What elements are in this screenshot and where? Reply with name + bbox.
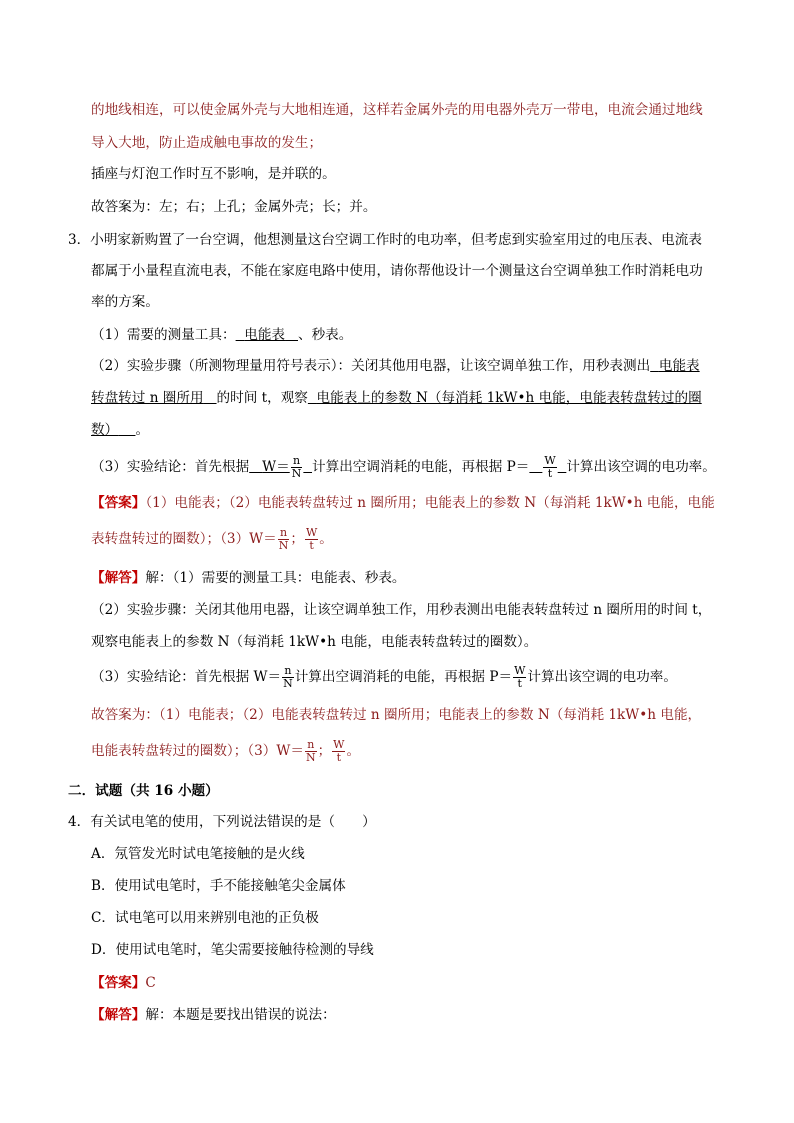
q3-solution — [91, 568, 406, 588]
option-a: A．氖管发光时试电笔接触的是火线 — [91, 846, 305, 862]
q3-solution-line4 — [91, 664, 677, 690]
solution-text: 计算出该空调的电功率。 — [527, 669, 677, 685]
q3-part1 — [91, 325, 352, 345]
punct: 。 — [135, 422, 150, 438]
q3-part3-prefix: （3）实验结论：首先根据 — [91, 459, 250, 475]
fraction-W-over-t: $\frac{W}{t}$ — [514, 664, 526, 690]
answer-text: （1）电能表；（2）电能表转盘转过 n 圈所用；电能表上的参数 N（每消耗 1kW•h 电能，电能 — [145, 495, 715, 511]
q4-answer — [91, 973, 156, 993]
paragraph-line: 的地线相连，可以使金属外壳与大地相连通，这样若金属外壳的用电器外壳万一带电，电流会通过地线 — [91, 102, 703, 118]
final-answer: 故答案为：（1）电能表；（2）电能表转盘转过 n 圈所用；电能表上的参数 N（每消耗 1kW•h 电能， — [91, 707, 702, 723]
solution-text: 解：（1）需要的测量工具：电能表、秒表。 — [145, 570, 406, 586]
solution-text: 观察电能表上的参数 N（每消耗 1kW•h 电能，电能表转盘转过的圈数）。 — [91, 634, 538, 650]
q3-part2-line3 — [91, 420, 149, 440]
answer-blank-formula: W＝ $\frac{n}{N}$ — [262, 454, 302, 480]
fraction-W-over-t: $\frac{W}{t}$ — [305, 526, 318, 552]
solution-tag: 【解答】 — [91, 1007, 146, 1023]
paragraph-line: 插座与灯泡工作时互不影响，是并联的。 — [91, 166, 336, 182]
punct: ； — [290, 531, 304, 547]
answer-blank: 数） — [91, 422, 119, 438]
answer-tag: 【答案】 — [91, 975, 146, 991]
paragraph-line: 故答案为：左；右；上孔；金属外壳；长；并。 — [91, 199, 377, 215]
fraction-n-over-N: $\frac{n}{N}$ — [283, 664, 293, 690]
fraction-n-over-N: $\frac{n}{N}$ — [278, 526, 289, 552]
q3-part2-line2 — [91, 388, 702, 408]
option-b: B．使用试电笔时，手不能接触笔尖金属体 — [91, 878, 346, 894]
q3-part1-prefix: （1）需要的测量工具： — [91, 327, 236, 343]
answer-text: 表转盘转过的圈数）；（3）W＝ — [91, 531, 277, 547]
q3-part3-end: 计算出该空调的电功率。 — [566, 459, 716, 475]
q3-part1-suffix: 、秒表。 — [298, 327, 353, 343]
question-3-stem: 率的方案。 — [91, 294, 159, 310]
answer-blank-formula — [529, 454, 566, 480]
answer-blank: 转盘转过 n 圈所用 — [91, 390, 204, 406]
fraction-W-over-t: $\frac{W}{t}$ — [544, 454, 556, 480]
q3-part2-mid: 的时间 t，观察 — [216, 390, 308, 406]
punct: 。 — [319, 531, 333, 547]
fraction-W-over-t: $\frac{W}{t}$ — [333, 738, 345, 764]
solution-text: 解：本题是要找出错误的说法： — [145, 1007, 336, 1023]
option-d: D．使用试电笔时，笔尖需要接触待检测的导线 — [91, 942, 374, 958]
answer-text: C — [145, 975, 156, 991]
question-4-stem: 4．有关试电笔的使用，下列说法错误的是（ ） — [68, 814, 376, 830]
fraction-n-over-N: $\frac{n}{N}$ — [305, 738, 316, 764]
question-3-stem: 3．小明家新购置了一台空调，他想测量这台空调工作时的电功率，但考虑到实验室用过的电压表、电流表 — [68, 232, 702, 248]
solution-text: （3）实验结论：首先根据 W＝ — [91, 669, 282, 685]
final-answer-line2 — [91, 738, 360, 764]
option-c: C．试电笔可以用来辨别电池的正负极 — [91, 910, 319, 926]
answer-tag: 【答案】 — [91, 495, 146, 511]
punct: 。 — [346, 743, 361, 759]
q3-answer — [91, 493, 715, 513]
q3-part3-mid: 计算出空调消耗的电能，再根据 P＝ — [312, 459, 530, 475]
final-answer-text: 电能表转盘转过的圈数）；（3）W＝ — [91, 743, 304, 759]
q3-answer-line2 — [91, 526, 333, 552]
answer-blank: 电能表上的参数 N（每消耗 1kW•h 电能，电能表转盘转过的圈 — [316, 390, 702, 406]
q4-solution — [91, 1005, 336, 1025]
answer-blank: 电能表 — [244, 327, 286, 343]
q3-part3 — [91, 454, 716, 480]
answer-blank: 电能表 — [658, 358, 700, 374]
solution-text: （2）实验步骤：关闭其他用电器，让该空调单独工作，用秒表测出电能表转盘转过 n 圈所用的时间 t， — [91, 602, 712, 618]
paragraph-line: 导入大地，防止造成触电事故的发生； — [91, 135, 323, 151]
solution-tag: 【解答】 — [91, 570, 146, 586]
section-heading: 二．试题（共 16 小题） — [68, 783, 219, 799]
q3-part2 — [91, 356, 700, 376]
punct: ； — [317, 743, 332, 759]
q3-part2-prefix: （2）实验步骤（所测物理量用符号表示）：关闭其他用电器，让该空调单独工作，用秒表测出 — [91, 358, 651, 374]
solution-text: 计算出空调消耗的电能，再根据 P＝ — [294, 669, 513, 685]
fraction-n-over-N: $\frac{n}{N}$ — [291, 454, 302, 480]
question-3-stem: 都属于小量程直流电表，不能在家庭电路中使用，请你帮他设计一个测量这台空调单独工作时消耗电功 — [91, 263, 703, 279]
